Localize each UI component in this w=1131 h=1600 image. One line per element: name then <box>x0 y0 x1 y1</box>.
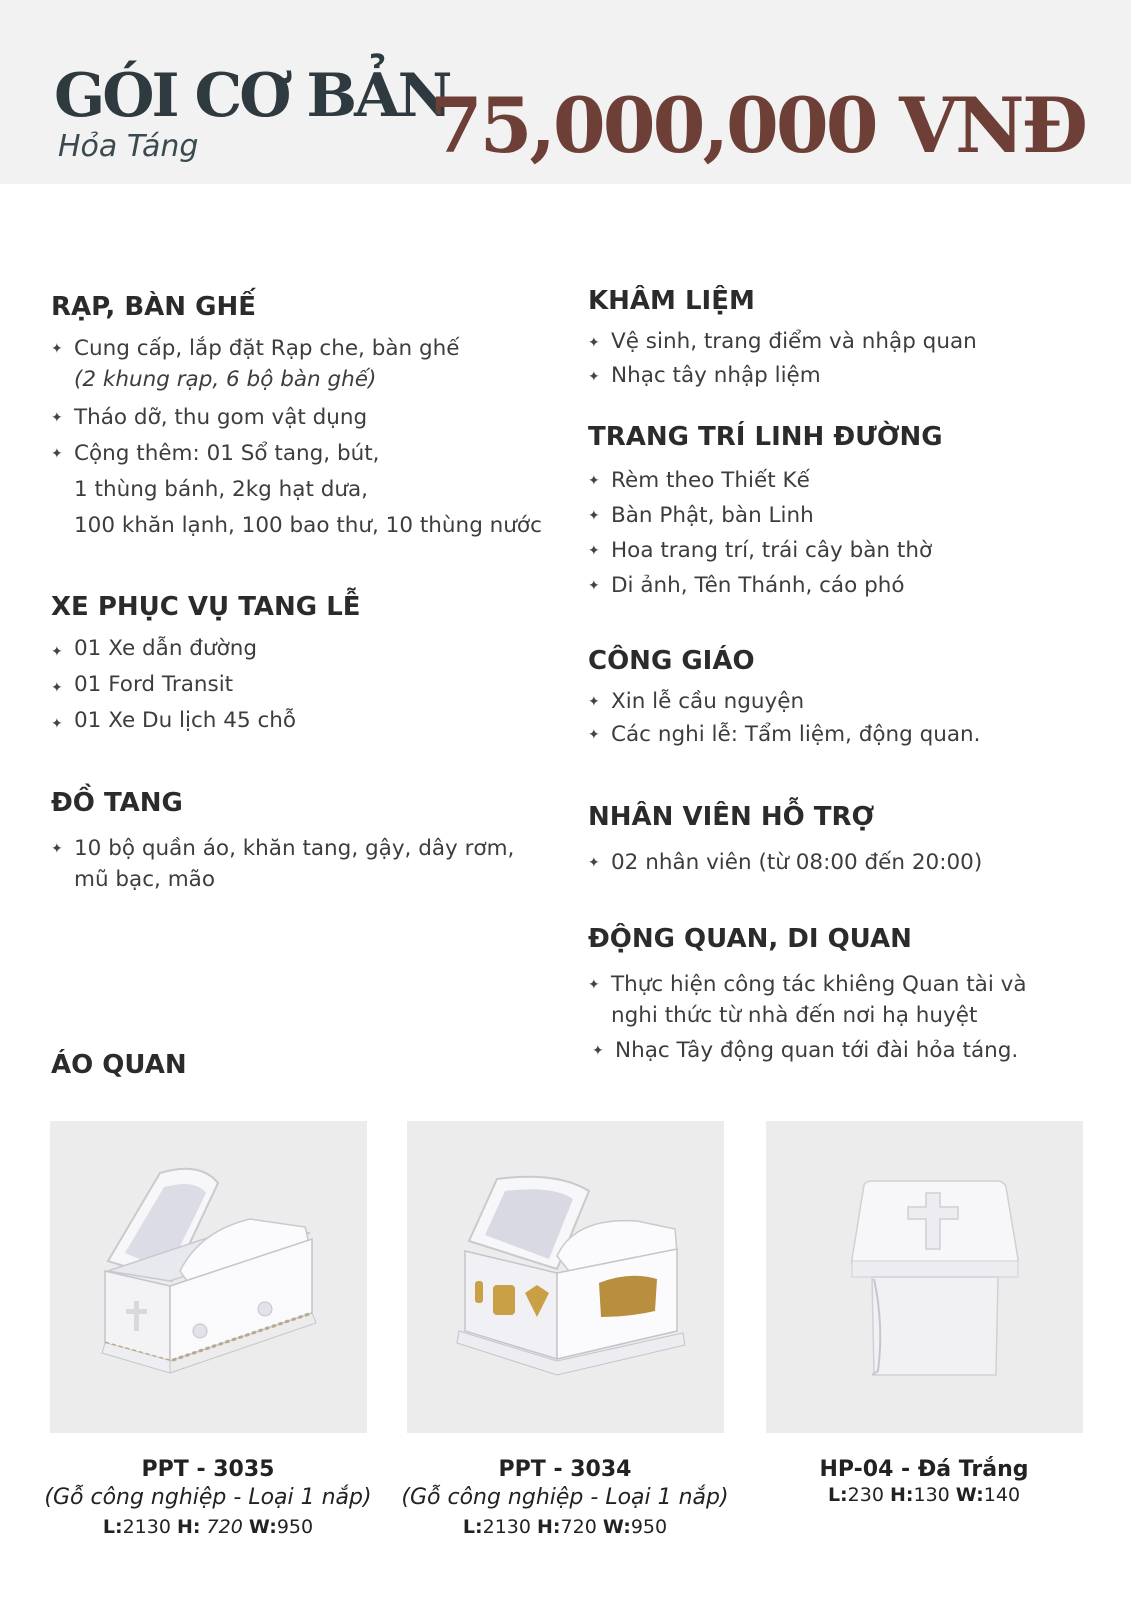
section-title: TRANG TRÍ LINH ĐƯỜNG <box>588 422 943 452</box>
list-item: ✦ Cộng thêm: 01 Sổ tang, bút, 1 thùng bánh, 2kg hạt dưa, 100 khăn lạnh, 100 bao thư, 10 thùng nước <box>51 436 551 544</box>
list-item: ✦ Cung cấp, lắp đặt Rạp che, bàn ghế (2 khung rạp, 6 bộ bàn ghế) <box>51 333 551 395</box>
list-item: ✦ Di ảnh, Tên Thánh, cáo phó <box>588 568 1088 603</box>
open-casket-icon <box>407 1121 724 1433</box>
product-caption <box>38 1456 378 1542</box>
section-title: ÁO QUAN <box>51 1050 187 1080</box>
package-price: 75,000,000 VNĐ <box>429 81 1085 170</box>
product-code: PPT - 3035 <box>141 1457 275 1482</box>
section-dong-quan-di-quan <box>588 924 1088 1066</box>
list-item: ✦ Xin lễ cầu nguyện <box>588 685 1088 718</box>
list-item: ✦ Bàn Phật, bàn Linh <box>588 498 1088 533</box>
product-caption <box>754 1456 1094 1506</box>
section-title: ĐỘNG QUAN, DI QUAN <box>588 924 912 954</box>
list-item: ✦ Hoa trang trí, trái cây bàn thờ <box>588 533 1088 568</box>
section-rap-ban-ghe <box>51 292 551 544</box>
list-item: ✦ Nhạc Tây động quan tới đài hỏa táng. <box>588 1035 1088 1066</box>
list-item: ✦ Vệ sinh, trang điểm và nhập quan <box>588 325 1088 359</box>
list-item: ✦ Các nghi lễ: Tẩm liệm, động quan. <box>588 718 1088 751</box>
sparkle-bullet-icon: ✦ <box>51 341 63 358</box>
product-material: (Gỗ công nghiệp - Loại 1 nắp) <box>401 1485 729 1510</box>
list-item: ✦ 01 Ford Transit <box>51 667 551 703</box>
sparkle-bullet-icon: ✦ <box>588 369 600 386</box>
item-note: (2 khung rạp, 6 bộ bàn ghế) <box>74 367 377 393</box>
urn-photo-hp-04 <box>766 1121 1083 1433</box>
section-nhan-vien-ho-tro <box>588 802 1088 878</box>
sparkle-bullet-icon: ✦ <box>51 446 63 463</box>
open-casket-icon <box>50 1121 367 1433</box>
section-title: ĐỒ TANG <box>51 788 183 818</box>
sparkle-bullet-icon: ✦ <box>51 841 63 858</box>
section-title: KHÂM LIỆM <box>588 286 755 316</box>
package-title: GÓI CƠ BẢN <box>54 61 450 131</box>
list-item: ✦ 01 Xe Du lịch 45 chỗ <box>51 703 551 739</box>
sparkle-bullet-icon: ✦ <box>51 680 63 697</box>
list-item: ✦ Nhạc tây nhập liệm <box>588 359 1088 393</box>
casket-photo-ppt-3034 <box>407 1121 724 1433</box>
sparkle-bullet-icon: ✦ <box>51 410 63 427</box>
sparkle-bullet-icon: ✦ <box>588 543 600 560</box>
sparkle-bullet-icon: ✦ <box>51 644 63 661</box>
sparkle-bullet-icon: ✦ <box>588 508 600 525</box>
stone-urn-icon <box>766 1121 1083 1433</box>
list-item: ✦ Rèm theo Thiết Kế <box>588 463 1088 498</box>
list-item: ✦ Thực hiện công tác khiêng Quan tài và nghi thức từ nhà đến nơi hạ huyệt <box>588 972 1027 1029</box>
list-item: ✦ 02 nhân viên (từ 08:00 đến 20:00) <box>588 847 1088 878</box>
package-subtitle: Hỏa Táng <box>58 129 199 164</box>
section-cong-giao <box>588 646 1088 751</box>
list-item: ✦ 01 Xe dẫn đường <box>51 631 551 667</box>
sparkle-bullet-icon: ✦ <box>592 1043 604 1060</box>
sparkle-bullet-icon: ✦ <box>588 977 600 994</box>
section-kham-liem <box>588 286 1088 393</box>
product-code: PPT - 3034 <box>498 1457 632 1482</box>
sparkle-bullet-icon: ✦ <box>588 694 600 711</box>
section-title: XE PHỤC VỤ TANG LỄ <box>51 592 361 622</box>
sparkle-bullet-icon: ✦ <box>588 473 600 490</box>
sparkle-bullet-icon: ✦ <box>588 335 600 352</box>
product-dimensions: L:2130 H:720 W:950 <box>462 1516 668 1538</box>
product-dimensions: L:2130 H: 720 W:950 <box>102 1516 314 1538</box>
header-banner <box>0 0 1131 184</box>
section-do-tang <box>51 788 551 895</box>
list-item: ✦ 10 bộ quần áo, khăn tang, gậy, dây rơm, mũ bạc, mão <box>51 836 515 893</box>
section-title: RẠP, BÀN GHẾ <box>51 292 256 322</box>
section-ao-quan <box>51 1050 551 1081</box>
section-xe-phuc-vu <box>51 592 551 739</box>
list-item: ✦ Tháo dỡ, thu gom vật dụng <box>51 402 551 433</box>
sparkle-bullet-icon: ✦ <box>588 727 600 744</box>
section-title: NHÂN VIÊN HỖ TRỢ <box>588 802 875 832</box>
sparkle-bullet-icon: ✦ <box>51 716 63 733</box>
section-title: CÔNG GIÁO <box>588 646 755 676</box>
product-code: HP-04 - Đá Trắng <box>819 1457 1029 1482</box>
casket-photo-ppt-3035 <box>50 1121 367 1433</box>
sparkle-bullet-icon: ✦ <box>588 578 600 595</box>
sparkle-bullet-icon: ✦ <box>588 855 600 872</box>
product-caption <box>395 1456 735 1542</box>
section-trang-tri-linh-duong <box>588 422 1088 603</box>
product-dimensions: L:230 H:130 W:140 <box>827 1484 1021 1506</box>
product-material: (Gỗ công nghiệp - Loại 1 nắp) <box>44 1485 372 1510</box>
